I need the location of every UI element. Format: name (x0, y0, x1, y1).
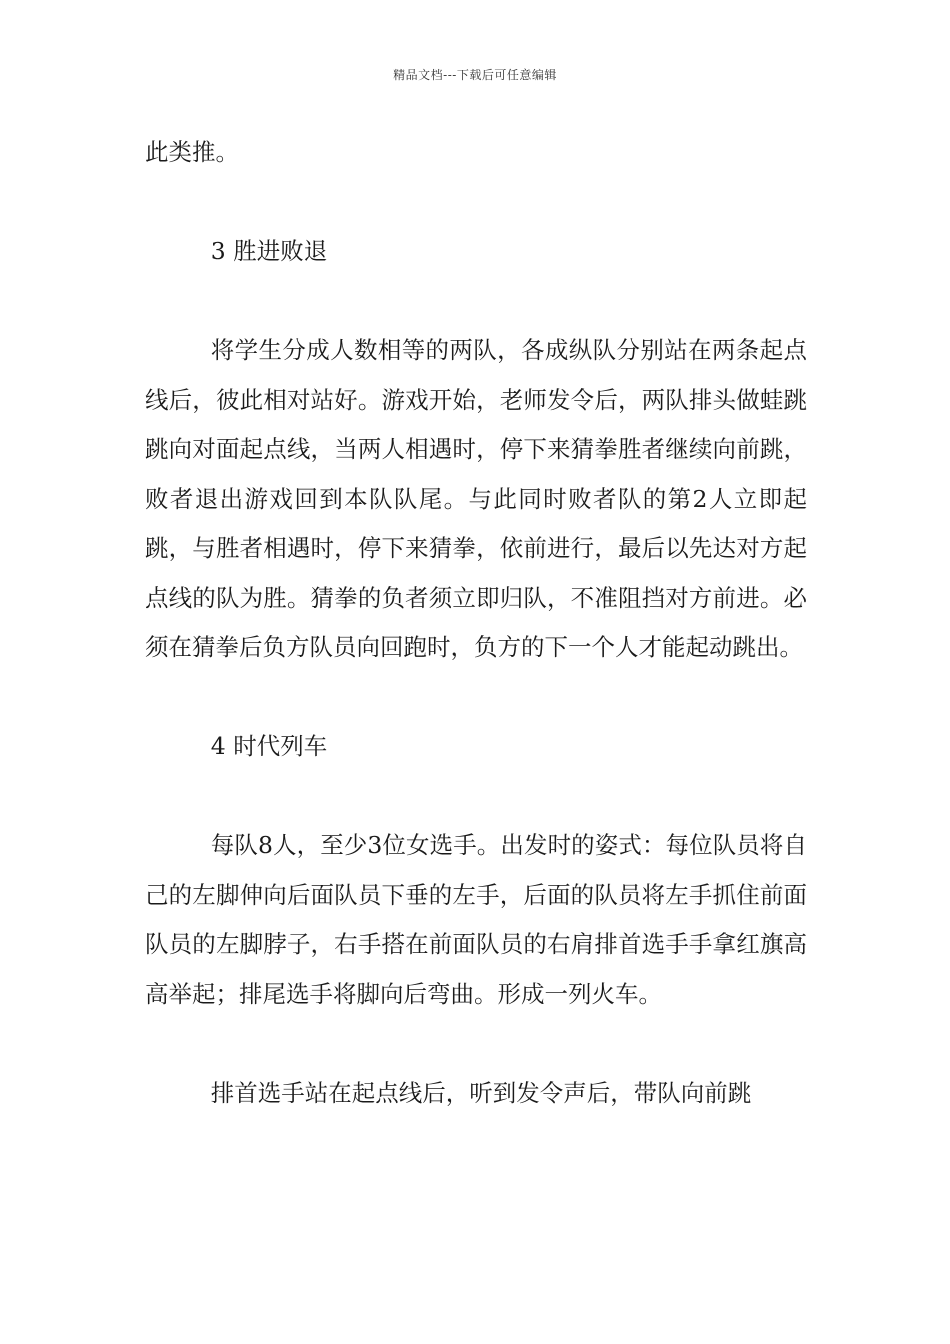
paragraph-rules-3: 将学生分成人数相等的两队，各成纵队分别站在两条起点线后，彼此相对站好。游戏开始，老师发令后，两队排头做蛙跳跳向对面起点线，当两人相遇时，停下来猜拳胜者继续向前跳，败者退出游戏回到本队队尾。与此同时败者队的第2人立即起跳，与胜者相遇时，停下来猜拳，依前进行，最后以先达对方起点线的队为胜。猜拳的负者须立即归队，不准阻挡对方前进。必须在猜拳后负方队员向回跑时，负方的下一个人才能起动跳出。 (145, 336, 807, 661)
document-body (145, 128, 807, 1118)
paragraph-continuation: 此类推。 (145, 138, 239, 166)
paragraph-gap (145, 1019, 807, 1069)
section-heading-3: 3 胜进败退 (210, 237, 328, 265)
paragraph-rules-4-start: 排首选手站在起点线后，听到发令声后，带队向前跳 (210, 1078, 752, 1107)
section-heading-4: 4 时代列车 (210, 732, 328, 760)
paragraph-gap (145, 178, 807, 228)
paragraph-gap (145, 673, 807, 723)
page-header: 精品文档---下载后可任意编辑 (393, 68, 557, 82)
paragraph-gap (145, 277, 807, 327)
paragraph-rules-4: 每队8人，至少3位女选手。出发时的姿式：每位队员将自己的左脚伸向后面队员下垂的左手，后面的队员将左手抓住前面队员的左脚脖子，右手搭在前面队员的右肩排首选手手拿红旗高高举起；排尾选手将脚向后弯曲。形成一列火车。 (145, 831, 807, 1008)
paragraph-gap (145, 772, 807, 822)
